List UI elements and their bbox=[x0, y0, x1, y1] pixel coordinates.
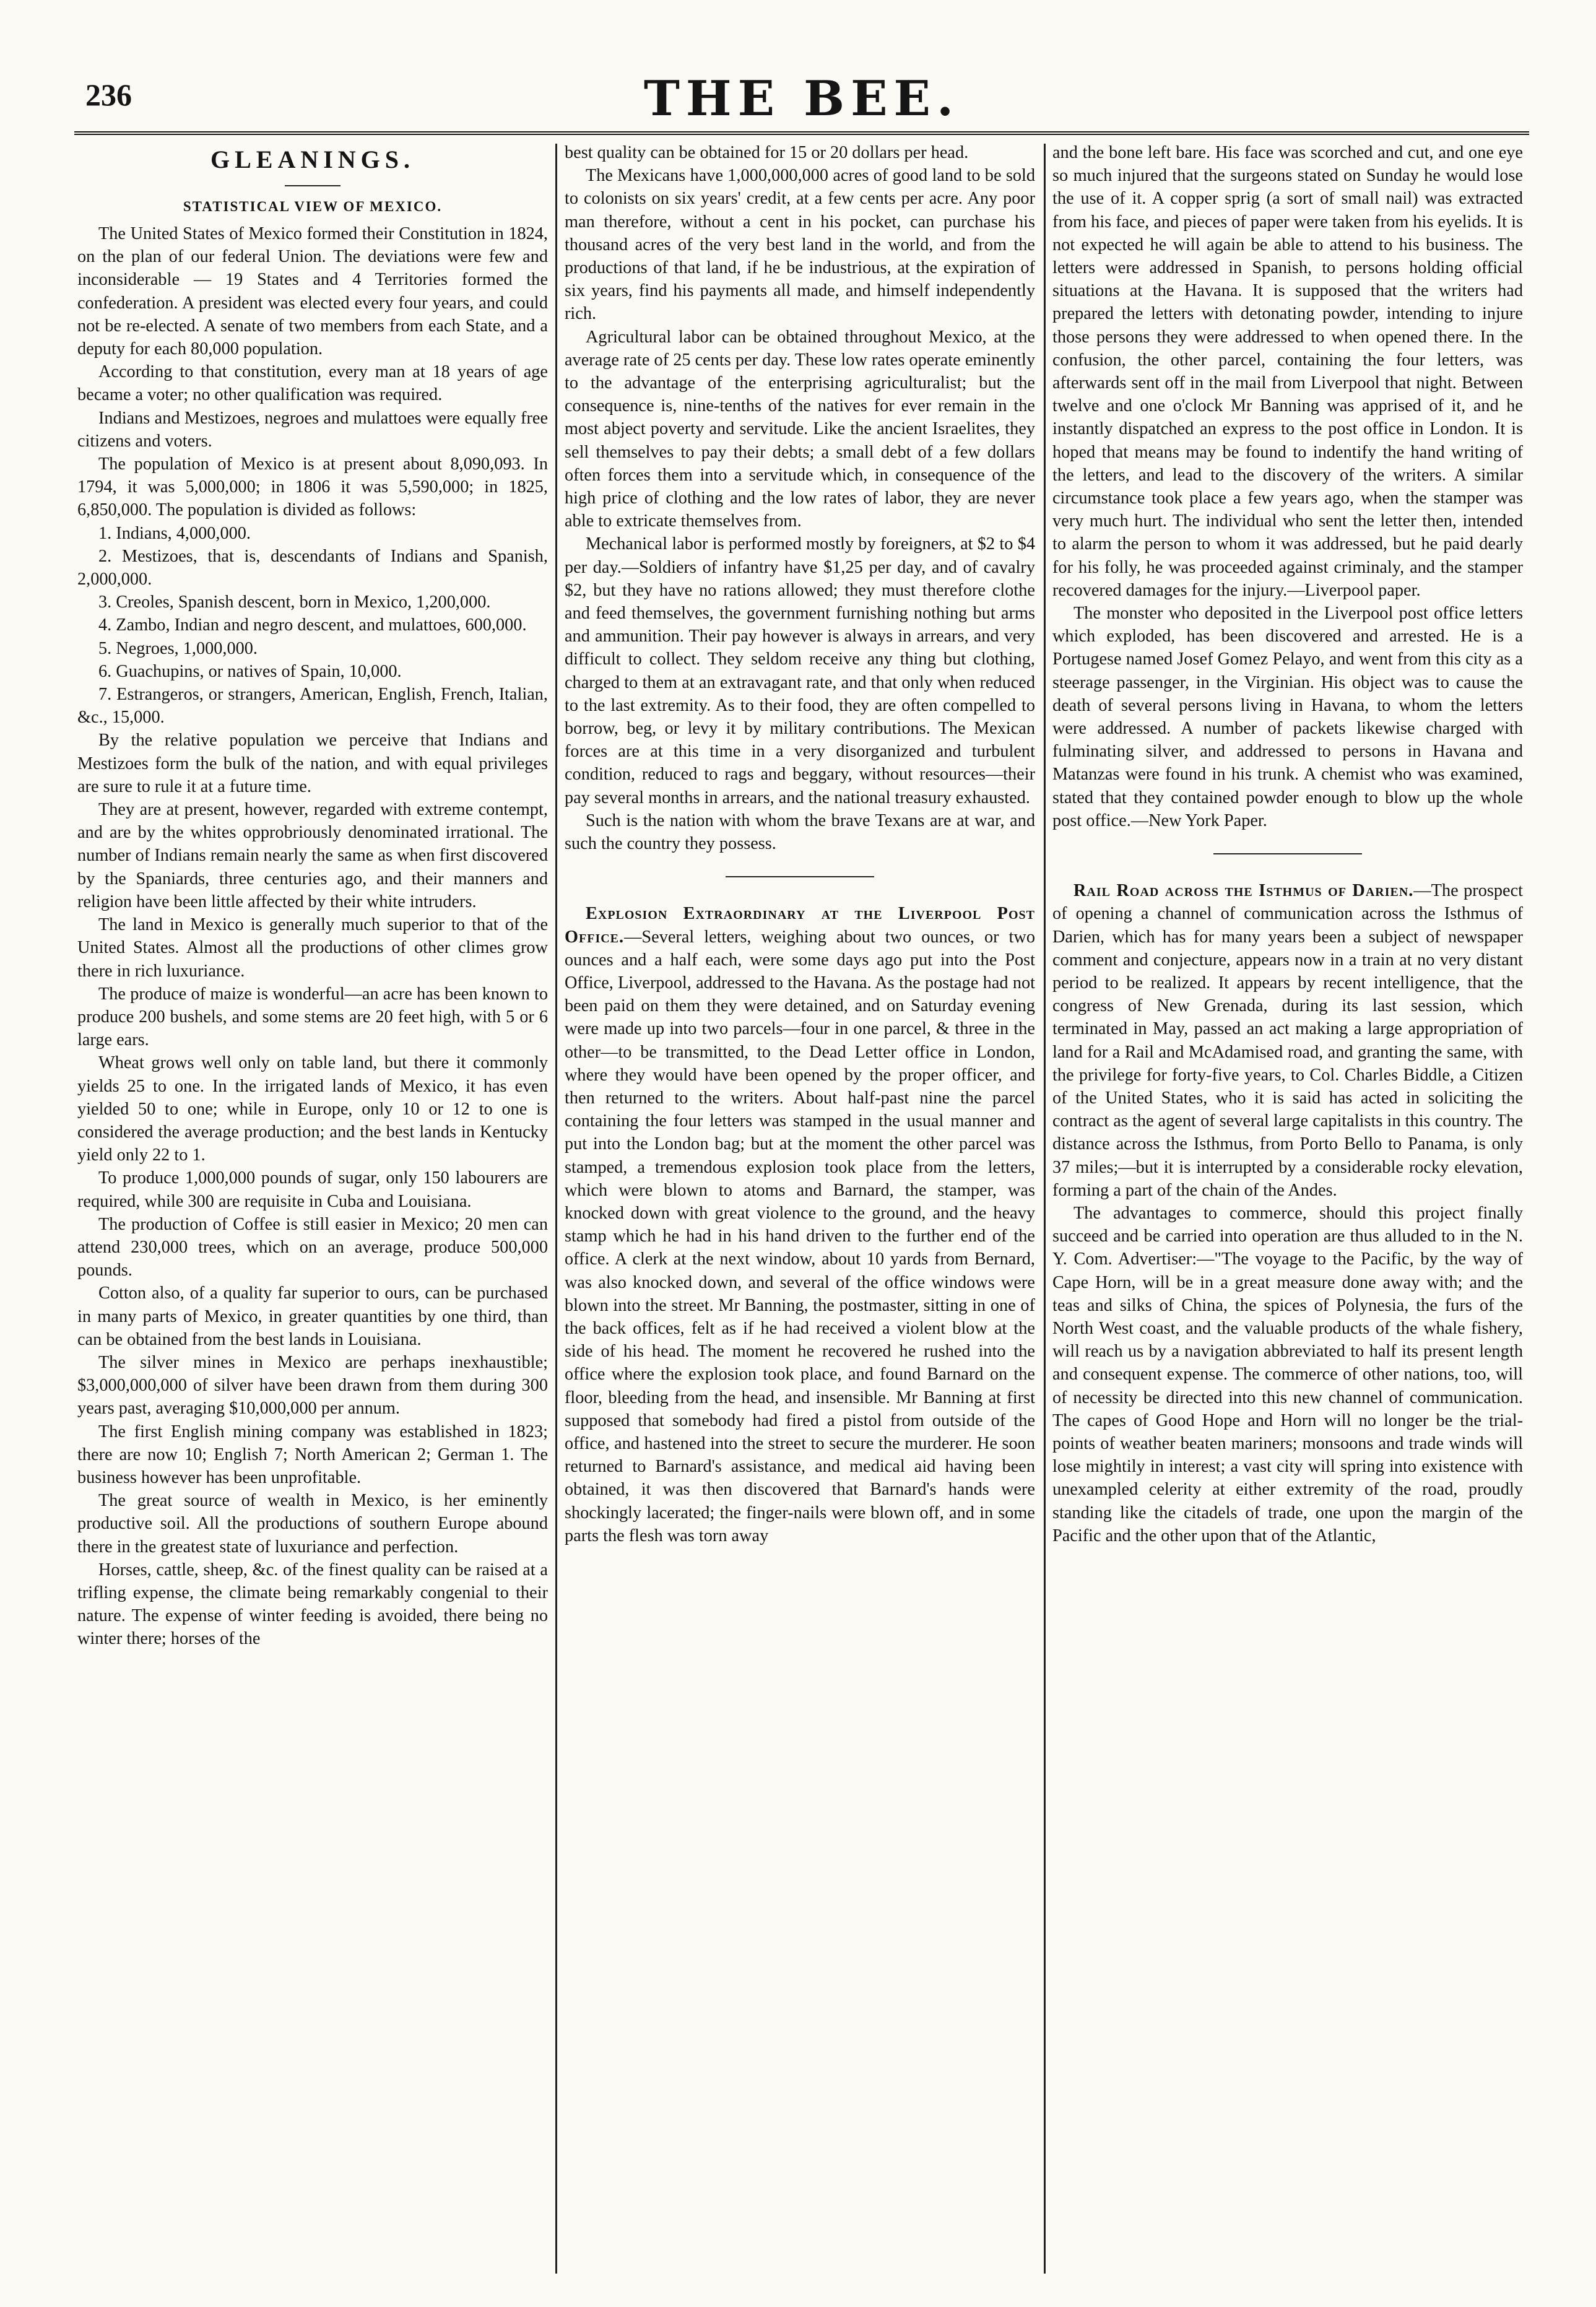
article-body: —Several letters, weighing about two ounces, or two ounces and a half each, were some days ago put into the Post Office, Liverpool, addressed to the Havana. As the postage had not been paid on them they were detained, and on Saturday evening were made up into two parcels—four in one parcel, & three in the other—to be transmitted, to the Dead Letter office in London, where they would have been opened by the proper officer, and then returned to the writers. About half-past nine the parcel containing the four letters was stamped in the usual manner and put into the London bag; but at the moment the other parcel was stamped, a tremendous explosion took place from the letters, which were blown to atoms and Barnard, the stamper, was knocked down with great violence to the ground, and the heavy stamp which he had in his hand driven to the further end of the office. A clerk at the next window, about 10 yards from Bernard, was also knocked down, and several of the office windows were blown into the street. Mr Banning, the postmaster, sitting in one of the back offices, felt as if he had received a violent blow at the side of his head. The moment he recovered he rushed into the office where the explosion took place, and found Barnard on the floor, bleeding from the head, and insensible. Mr Banning at first supposed that somebody had fired a pistol from outside of the office, and hastened into the street to secure the murderer. He soon returned to Barnard's assistance, and medical aid having been obtained, it was then discovered that Barnard's hands were shockingly lacerated; the finger-nails were blown off, and in some parts the flesh was torn away bbox=[565, 927, 1035, 1545]
paragraph: According to that constitution, every man at 18 years of age became a voter; no other qualification was required. bbox=[77, 362, 548, 405]
explosion-article bbox=[565, 902, 1035, 1547]
railroad-article bbox=[1052, 879, 1523, 1202]
paragraph: Horses, cattle, sheep, &c. of the finest quality can be raised at a trifling expense, the climate being remarkably congenial to their nature. The expense of winter feeding is avoided, there being no winter there; horses of the bbox=[77, 1560, 548, 1649]
list-item: 4. Zambo, Indian and negro descent, and mulattoes, 600,000. bbox=[98, 615, 527, 635]
article-title: Explosion Extraordinary at the Liverpool Post Office. bbox=[565, 904, 1035, 947]
paragraph: Cotton also, of a quality far superior to ours, can be purchased in many parts of Mexico, in greater quantities by one third, than can be obtained from the best lands in Louisiana. bbox=[77, 1284, 548, 1349]
paragraph: Agricultural labor can be obtained throughout Mexico, at the average rate of 25 cents per day. These low rates operate eminently to the advantage of the enterprising agriculturalist; but the consequence is, nine-tenths of the natives for ever remain in the most abject poverty and servitude. Like the ancient Israelites, they sell themselves to pay their debts; a small debt of a few dollars often forces them into a servitude which, in consequence of the high price of clothing and the low rates of labor, they are never able to extricate themselves from. bbox=[565, 327, 1035, 531]
paragraph: The monster who deposited in the Liverpool post office letters which exploded, has been discovered and arrested. He is a Portugese named Josef Gomez Pelayo, and went from this city as a steerage passenger, in the Virginian. His object was to cause the death of several persons living in Havana, to whom the letters were addressed. A number of packets likewise charged with fulminating silver, and addressed to persons in Havana and Matanzas were found in his trunk. A chemist who was examined, stated that they contained powder enough to blow up the whole post office.—New York Paper. bbox=[1052, 604, 1523, 830]
heading-rule bbox=[285, 185, 340, 186]
column-3 bbox=[1052, 141, 1523, 2277]
paragraph: By the relative population we perceive that Indians and Mestizoes form the bulk of the nation, and with equal privileges are sure to rule it at a future time. bbox=[77, 731, 548, 796]
list-item: 1. Indians, 4,000,000. bbox=[98, 523, 251, 543]
paragraph: To produce 1,000,000 pounds of sugar, only 150 labourers are required, while 300 are requisite in Cuba and Louisiana. bbox=[77, 1168, 548, 1211]
paragraph: Mechanical labor is performed mostly by foreigners, at $2 to $4 per day.—Soldiers of infantry have $1,25 per day, and of cavalry $2, but they have no rations allowed; they must therefore clothe and feed themselves, the government furnishing nothing but arms and ammunition. Their pay however is always in arrears, and very difficult to collect. They seldom receive any thing but clothing, charged to them at an extravagant rate, and that only when reduced to the last extremity. As to their food, they are often compelled to borrow, beg, or levy it by military contributions. The Mexican forces are at this time in a very disorganized and turbulent condition, reduced to rags and beggary, without resources—their pay several months in arrears, and the national treasury exhausted. bbox=[565, 534, 1035, 807]
paragraph: Such is the nation with whom the brave Texans are at war, and such the country they possess. bbox=[565, 810, 1035, 854]
list-item: 2. Mestizoes, that is, descendants of Indians and Spanish, 2,000,000. bbox=[77, 546, 548, 589]
paragraph: and the bone left bare. His face was scorched and cut, and one eye so much injured that the surgeons stated on Sunday he would lose the use of it. A copper sprig (a sort of small nail) was extracted from his face, and pieces of paper were taken from his eyelids. It is not expected he will again be able to attend to his business. The letters were addressed in Spanish, to persons holding official situations at the Havana. It is supposed that the writers had prepared the letters with detonating powder, intending to injure those persons they were addressed to when opened there. In the confusion, the other parcel, containing the four letters, was afterwards sent off in the mail from Liverpool that night. Between twelve and one o'clock Mr Banning was apprised of it, and he instantly dispatched an express to the post office in London. It is hoped that means may be found to indentify the hand writing of the letters, and lead to the discovery of the writers. A similar circumstance took place a few years ago, when the stamper was very much hurt. The individual who sent the letter then, intended to alarm the person to whom it was addressed, but he paid dearly for his folly, he was proceeded against criminaly, and the stamper recovered damages for the injury.—Liverpool paper. bbox=[1052, 143, 1523, 600]
paragraph: The production of Coffee is still easier in Mexico; 20 men can attend 230,000 trees, which on an average, produce 500,000 pounds. bbox=[77, 1214, 548, 1280]
paragraph: The produce of maize is wonderful—an acre has been known to produce 200 bushels, and some stems are 20 feet high, with 5 or 6 large ears. bbox=[77, 984, 548, 1050]
article-divider bbox=[1213, 853, 1362, 854]
page-number: 236 bbox=[85, 77, 132, 112]
paragraph: The first English mining company was established in 1823; there are now 10; English 7; North American 2; German 1. The business however has been unprofitable. bbox=[77, 1422, 548, 1487]
column-divider bbox=[555, 144, 557, 2274]
paragraph: best quality can be obtained for 15 or 20 dollars per head. bbox=[565, 143, 969, 162]
list-item: 6. Guachupins, or natives of Spain, 10,000. bbox=[98, 661, 402, 681]
paragraph: They are at present, however, regarded with extreme contempt, and are by the whites opprobriously denominated irrational. The number of Indians remain nearly the same as when first discovered by the Spaniards, three centuries ago, and their manners and religion have been little affected by their white intruders. bbox=[77, 800, 548, 911]
list-item: 3. Creoles, Spanish descent, born in Mexico, 1,200,000. bbox=[98, 593, 491, 612]
masthead bbox=[74, 71, 1529, 127]
column-2 bbox=[565, 141, 1035, 2277]
paper-title: THE BEE. bbox=[643, 71, 960, 127]
column-1 bbox=[77, 141, 548, 2277]
article-divider bbox=[726, 876, 874, 877]
article-body: —The prospect of opening a channel of communication across the Isthmus of Darien, which has for many years been a subject of newspaper comment and conjecture, appears now in a train at no very distant period to be realized. It appears by recent intelligence, that the congress of New Grenada, during its last session, which terminated in May, passed an act making a large appropriation of land for a Rail and McAdamised road, and granting the same, with the privilege for forty-five years, to Col. Charles Biddle, a Citizen of the United States, who it is said has acted in soliciting the contract as the agent of several large capitalists in this country. The distance across the Isthmus, from Porto Bello to Panama, is only 37 miles;—but it is interrupted by a considerable rocky elevation, forming a part of the chain of the Andes. bbox=[1052, 881, 1523, 1200]
paragraph: The great source of wealth in Mexico, is her eminently productive soil. All the productions of southern Europe abound there in the greatest state of luxuriance and perfection. bbox=[77, 1491, 548, 1557]
article-subheading: STATISTICAL VIEW OF MEXICO. bbox=[183, 199, 443, 214]
article-title: Rail Road across the Isthmus of Darien. bbox=[1073, 881, 1414, 901]
column-divider bbox=[1044, 144, 1046, 2274]
paragraph: The land in Mexico is generally much superior to that of the United States. Almost all the productions of other climes grow there in rich luxuriance. bbox=[77, 915, 548, 981]
paragraph: Indians and Mestizoes, negroes and mulattoes were equally free citizens and voters. bbox=[77, 408, 548, 451]
paragraph: The Mexicans have 1,000,000,000 acres of good land to be sold to colonists on six years' credit, at a few cents per acre. Any poor man therefore, without a cent in his pocket, can purchase his thousand acres of the very best land in the world, and from the productions of that land, if he be industrious, at the expiration of six years, find his payments all made, and himself independently rich. bbox=[565, 166, 1035, 324]
list-item: 7. Estrangeros, or strangers, American, English, French, Italian, &c., 15,000. bbox=[77, 685, 548, 728]
list-item: 5. Negroes, 1,000,000. bbox=[98, 638, 258, 658]
section-heading: GLEANINGS. bbox=[210, 146, 415, 173]
masthead-rule bbox=[74, 131, 1529, 135]
paragraph: The silver mines in Mexico are perhaps inexhaustible; $3,000,000,000 of silver have been drawn from them during 300 years past, averaging $10,000,000 per annum. bbox=[77, 1352, 548, 1419]
paragraph: Wheat grows well only on table land, but there it commonly yields 25 to one. In the irrigated lands of Mexico, it has even yielded 50 to one; while in Europe, only 10 or 12 to one is considered the average production; and the best lands in Kentucky yield only 22 to 1. bbox=[77, 1053, 548, 1165]
paragraph: The advantages to commerce, should this project finally succeed and be carried into operation are thus alluded to in the N. Y. Com. Advertiser:—"The voyage to the Pacific, by the way of Cape Horn, will be in a great measure done away with; and the teas and silks of China, the spices of Polynesia, the furs of the North West coast, and the valuable products of the whale fishery, will reach us by a navigation abbreviated to half its present length and consequent expense. The commerce of other nations, too, will of necessity be directed into this new channel of communication. The capes of Good Hope and Horn will no longer be the trial-points of weather beaten mariners; monsoons and trade winds will lose mightily in interest; a vast city will spring into existence with unexampled celerity at either extremity of the road, proudly standing like the citadels of trade, one upon the margin of the Pacific and the other upon that of the Atlantic, bbox=[1052, 1203, 1523, 1545]
paragraph: The United States of Mexico formed their Constitution in 1824, on the plan of our federal Union. The deviations were few and inconsiderable — 19 States and 4 Territories formed the confederation. A president was elected every four years, and could not be re-elected. A senate of two members from each State, and a deputy for each 80,000 population. bbox=[77, 224, 548, 359]
paragraph: The population of Mexico is at present about 8,090,093. In 1794, it was 5,000,000; in 1806 it was 5,590,000; in 1825, 6,850,000. The population is divided as follows: bbox=[77, 454, 548, 520]
